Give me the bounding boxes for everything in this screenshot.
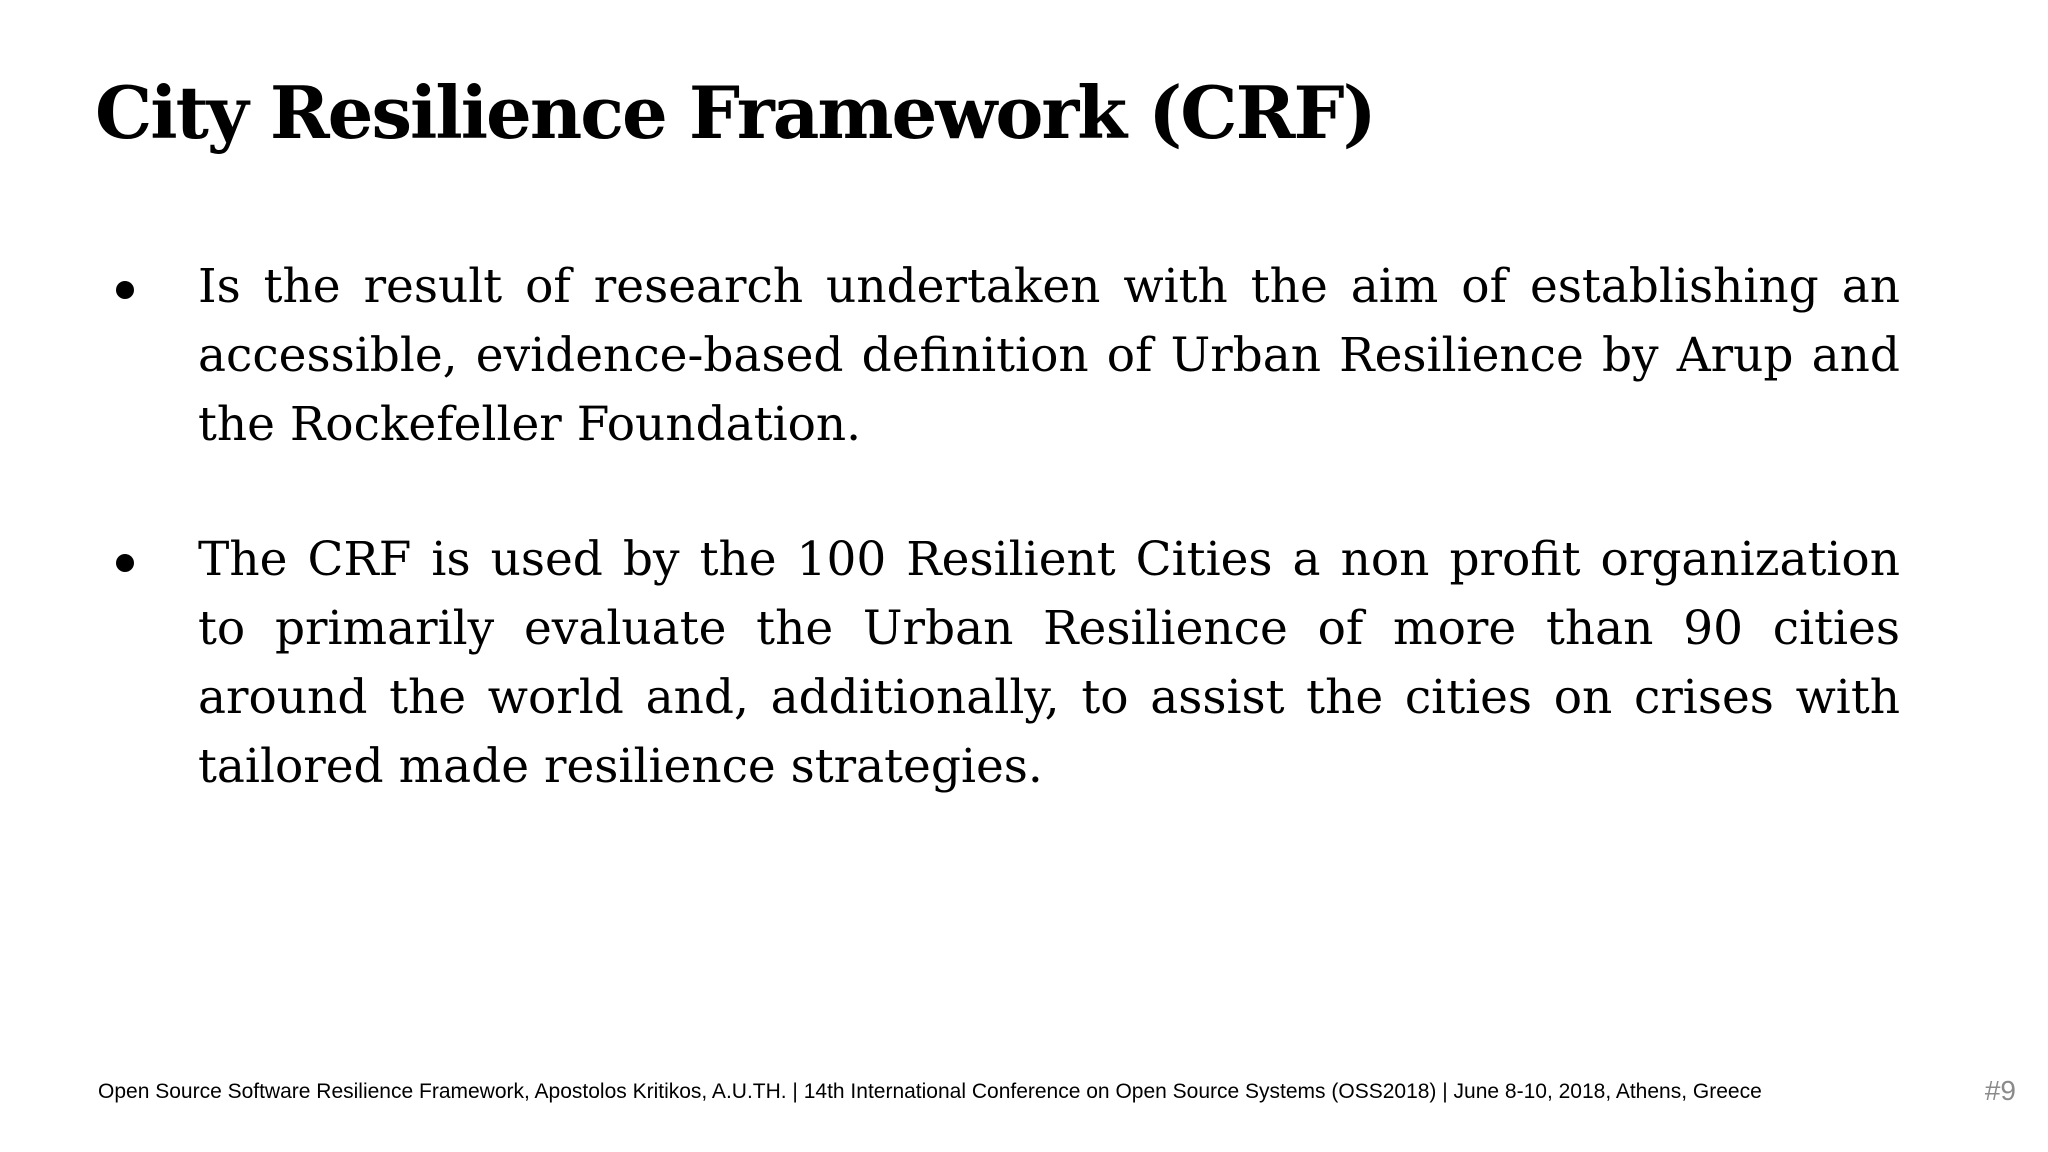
bullet-list — [110, 252, 1900, 867]
bullet-text: Is the result of research undertaken with the aim of establishing an accessible, evidence-based definition of Urban Resilience by Arup and the Rockefeller Foundation. — [198, 259, 1900, 452]
bullet-item — [110, 525, 1900, 801]
bullet-dot-icon — [116, 281, 134, 299]
slide-title: City Resilience Framework (CRF) — [95, 70, 1375, 155]
bullet-text: The CRF is used by the 100 Resilient Cities a non profit organization to primarily evaluate the Urban Resilience of more than 90 cities around the world and, additionally, to assist the cities on crises with tailored made resilience strategies. — [198, 532, 1900, 794]
bullet-dot-icon — [116, 554, 134, 572]
slide-footer: Open Source Software Resilience Framework, Apostolos Kritikos, A.U.TH. | 14th International Conference on Open Source Systems (OSS2018) | June 8-10, 2018, Athens, Greece — [98, 1080, 1762, 1103]
page-number: #9 — [1984, 1075, 2016, 1106]
bullet-item — [110, 252, 1900, 459]
